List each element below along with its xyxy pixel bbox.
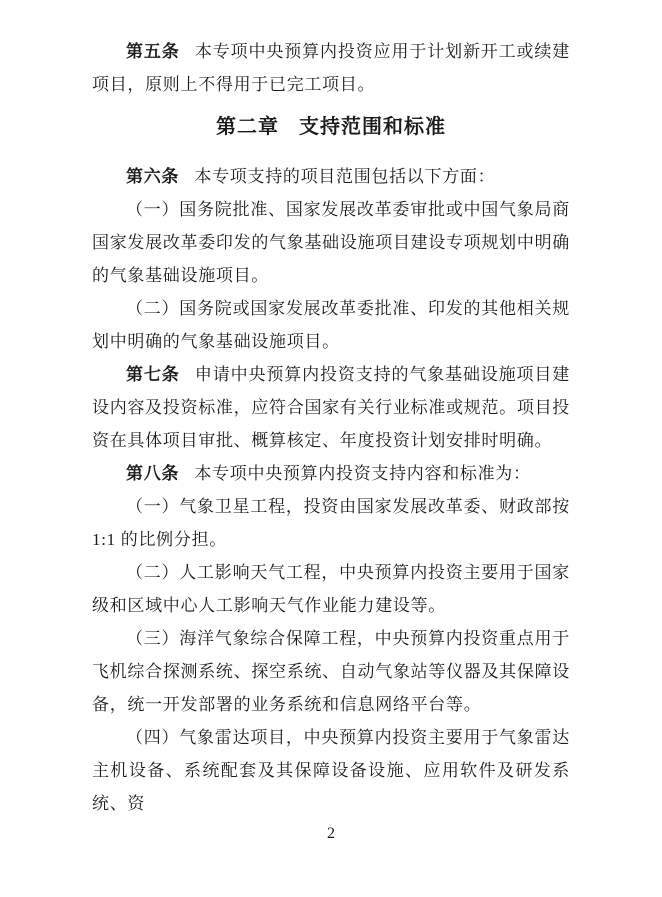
chapter-heading bbox=[92, 111, 570, 144]
article-text: 本专项支持的项目范围包括以下方面： bbox=[194, 167, 496, 186]
article-paragraph bbox=[92, 358, 570, 457]
article-paragraph bbox=[92, 160, 570, 193]
clause-paragraph bbox=[92, 622, 570, 721]
article-text: 本专项中央预算内投资应用于计划新开工或续建项目，原则上不得用于已完工项目。 bbox=[92, 42, 570, 94]
article-text: 本专项中央预算内投资支持内容和标准为： bbox=[194, 464, 531, 483]
article-text: 申请中央预算内投资支持的气象基础设施项目建设内容及投资标准，应符合国家有关行业标准或规范。项目投资在具体项目审批、概算核定、年度投资计划安排时明确。 bbox=[92, 365, 570, 450]
clause-paragraph bbox=[92, 721, 570, 820]
article-number: 第八条 bbox=[126, 464, 180, 483]
clause-paragraph bbox=[92, 556, 570, 622]
clause-text: （三）海洋气象综合保障工程，中央预算内投资重点用于飞机综合探测系统、探空系统、自动气象站等仪器及其保障设备，统一开发部署的业务系统和信息网络平台等。 bbox=[92, 629, 570, 714]
article-number: 第六条 bbox=[126, 167, 180, 186]
clause-paragraph bbox=[92, 292, 570, 358]
article-number: 第七条 bbox=[126, 365, 180, 384]
clause-paragraph bbox=[92, 490, 570, 556]
page-number: 2 bbox=[327, 825, 335, 842]
chapter-number: 第二章 bbox=[216, 116, 279, 138]
clause-text: （二）人工影响天气工程，中央预算内投资主要用于国家级和区域中心人工影响天气作业能力建设等。 bbox=[92, 563, 570, 615]
clause-text: （四）气象雷达项目，中央预算内投资主要用于气象雷达主机设备、系统配套及其保障设备设施、应用软件及研发系统、资 bbox=[92, 728, 570, 813]
clause-paragraph bbox=[92, 193, 570, 292]
article-paragraph bbox=[92, 35, 570, 101]
article-paragraph bbox=[92, 457, 570, 490]
clause-text: （一）国务院批准、国家发展改革委审批或中国气象局商国家发展改革委印发的气象基础设施项目建设专项规划中明确的气象基础设施项目。 bbox=[92, 200, 570, 285]
clause-text: （一）气象卫星工程，投资由国家发展改革委、财政部按1:1 的比例分担。 bbox=[92, 497, 570, 549]
clause-text: （二）国务院或国家发展改革委批准、印发的其他相关规划中明确的气象基础设施项目。 bbox=[92, 299, 570, 351]
document-body bbox=[92, 35, 570, 820]
chapter-title: 支持范围和标准 bbox=[299, 116, 446, 138]
article-number: 第五条 bbox=[126, 42, 180, 61]
